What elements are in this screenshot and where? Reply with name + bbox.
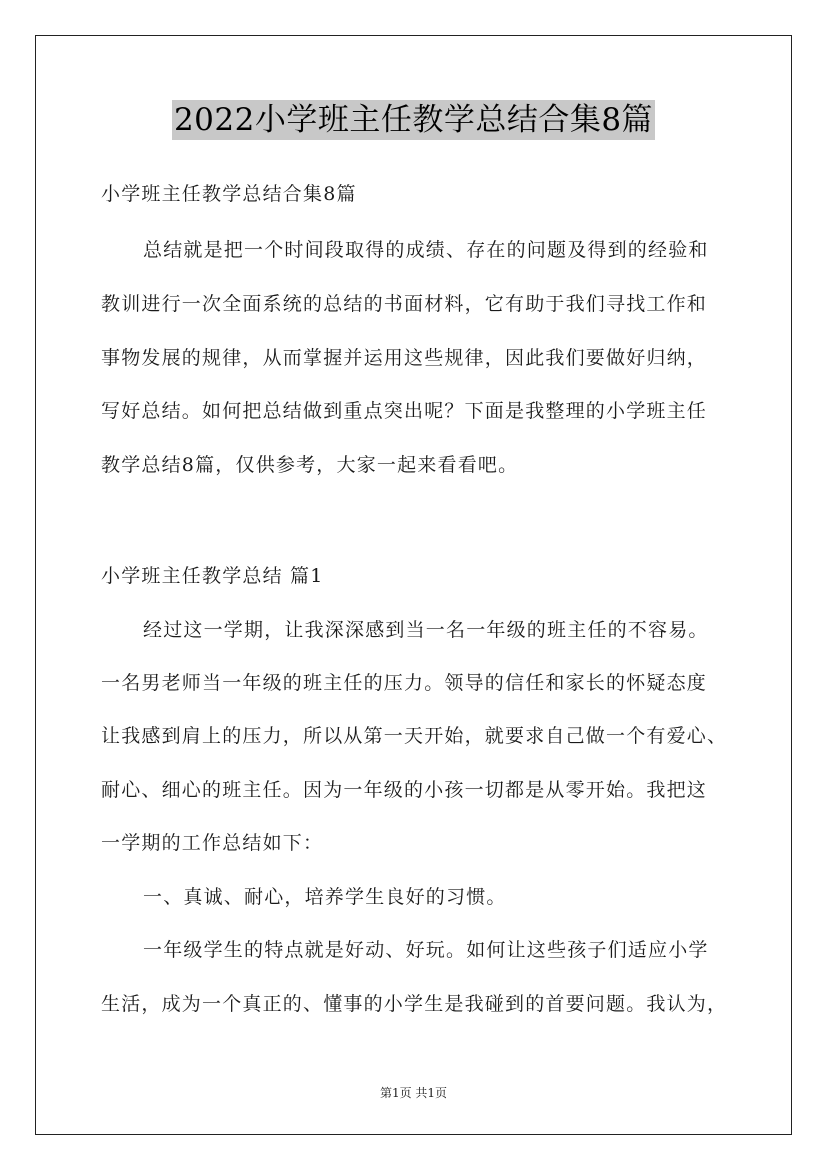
paragraph-line: 一名男老师当一年级的班主任的压力。领导的信任和家长的怀疑态度 <box>101 672 708 694</box>
subheading-line: 一、真诚、耐心，培养学生良好的习惯。 <box>143 886 507 908</box>
paragraph-line: 教训进行一次全面系统的总结的书面材料，它有助于我们寻找工作和 <box>101 293 708 315</box>
paragraph-line: 总结就是把一个时间段取得的成绩、存在的问题及得到的经验和 <box>143 239 709 261</box>
paragraph-line: 一年级学生的特点就是好动、好玩。如何让这些孩子们适应小学 <box>143 939 709 961</box>
paragraph-line: 教学总结8篇，仅供参考，大家一起来看看吧。 <box>101 454 519 476</box>
section-heading: 小学班主任教学总结 篇1 <box>101 565 324 587</box>
subtitle-line: 小学班主任教学总结合集8篇 <box>101 183 357 205</box>
paragraph-line: 事物发展的规律，从而掌握并运用这些规律，因此我们要做好归纳， <box>101 347 708 369</box>
document-title: 2022小学班主任教学总结合集8篇 <box>173 102 654 138</box>
paragraph-line: 让我感到肩上的压力，所以从第一天开始，就要求自己做一个有爱心、 <box>101 725 728 747</box>
paragraph-line: 写好总结。如何把总结做到重点突出呢？下面是我整理的小学班主任 <box>101 400 708 422</box>
paragraph-line: 耐心、细心的班主任。因为一年级的小孩一切都是从零开始。我把这 <box>101 779 708 801</box>
paragraph-line: 生活，成为一个真正的、懂事的小学生是我碰到的首要问题。我认为， <box>101 993 728 1015</box>
paragraph-line: 一学期的工作总结如下： <box>101 832 324 854</box>
paragraph-line: 经过这一学期，让我深深感到当一名一年级的班主任的不容易。 <box>143 619 709 641</box>
title-container <box>0 100 827 140</box>
page-footer: 第1页 共1页 <box>379 1086 448 1100</box>
